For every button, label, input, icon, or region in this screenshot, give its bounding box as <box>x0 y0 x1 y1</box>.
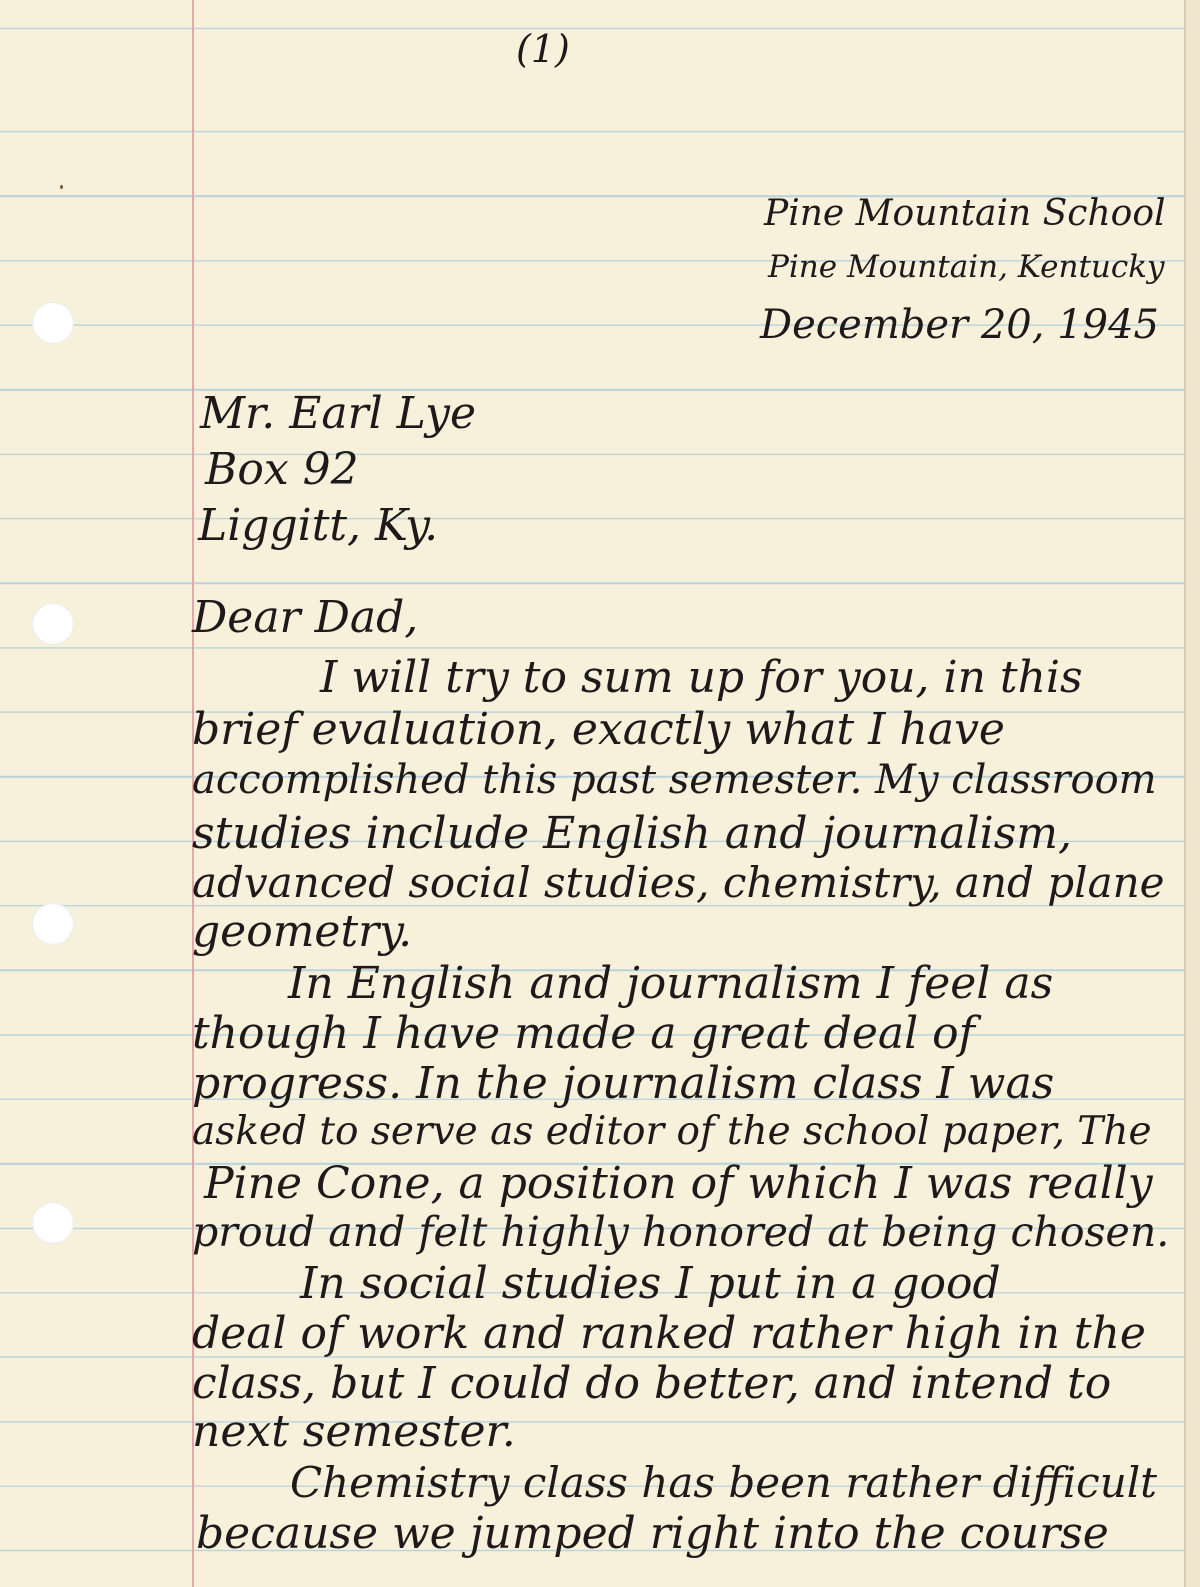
body-line: class, but I could do better, and intend to <box>192 1358 1112 1409</box>
body-line: brief evaluation, exactly what I have <box>192 704 1005 755</box>
body-line: studies include English and journalism, <box>192 808 1072 859</box>
return-address-line-2: Pine Mountain, Kentucky <box>768 249 1165 285</box>
binder-hole <box>32 603 74 645</box>
body-line: I will try to sum up for you, in this <box>320 652 1083 703</box>
body-line: In social studies I put in a good <box>300 1258 1001 1309</box>
binder-hole <box>32 302 74 344</box>
body-line: proud and felt highly honored at being chosen. <box>192 1208 1170 1256</box>
return-address-line-1: Pine Mountain School <box>764 193 1166 234</box>
body-line: asked to serve as editor of the school paper, The <box>192 1109 1152 1154</box>
recipient-box: Box 92 <box>205 444 359 495</box>
page-number: (1) <box>516 27 570 71</box>
binder-hole <box>32 903 74 945</box>
body-line: Pine Cone, a position of which I was really <box>204 1158 1153 1209</box>
binder-hole <box>32 1202 74 1244</box>
recipient-name: Mr. Earl Lye <box>200 388 477 439</box>
salutation: Dear Dad, <box>192 592 419 643</box>
body-line: deal of work and ranked rather high in the <box>192 1308 1146 1359</box>
body-line: progress. In the journalism class I was <box>192 1058 1055 1109</box>
body-line: In English and journalism I feel as <box>288 958 1054 1009</box>
body-line: next semester. <box>192 1406 516 1457</box>
paper-speck <box>60 185 63 189</box>
letter-date: December 20, 1945 <box>760 302 1159 348</box>
body-line: though I have made a great deal of <box>192 1008 975 1059</box>
body-line: Chemistry class has been rather difficult <box>290 1458 1158 1507</box>
body-line: advanced social studies, chemistry, and plane <box>192 858 1165 907</box>
body-line: geometry. <box>192 906 413 957</box>
recipient-city: Liggitt, Ky. <box>198 500 439 551</box>
body-line: because we jumped right into the course <box>196 1508 1109 1559</box>
body-line: accomplished this past semester. My classroom <box>192 757 1157 803</box>
